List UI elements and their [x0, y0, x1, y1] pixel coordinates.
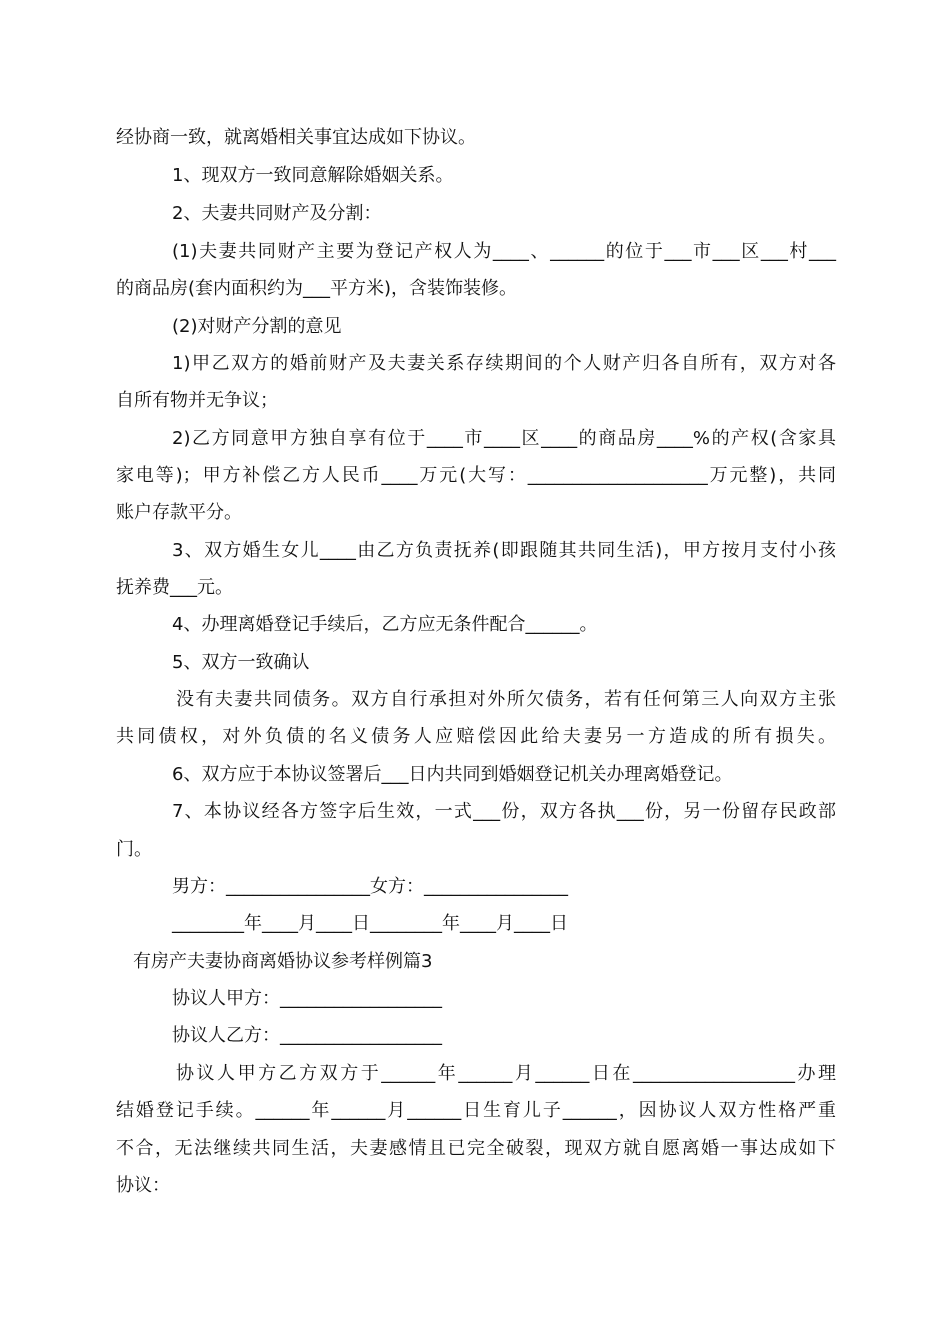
text-line: 家电等)；甲方补偿乙方人民币____万元(大写：____________________万元整)，共同: [116, 465, 836, 486]
party-a-field: 协议人甲方：__________________: [172, 988, 442, 1009]
text-line: 抚养费___元。: [116, 577, 233, 598]
text-line: 账户存款平分。: [116, 502, 242, 523]
text-line: 的商品房(套内面积约为___平方米)，含装饰装修。: [116, 278, 518, 299]
clause-2-1: (1)夫妻共同财产主要为登记产权人为____、______的位于___市___区___村___: [172, 241, 836, 262]
text-line: 结婚登记手续。______年______月______日生育儿子______，因协议人双方性格严重: [116, 1100, 836, 1121]
clause-1: 1、现双方一致同意解除婚姻关系。: [172, 165, 454, 186]
signature-line: 男方：________________女方：________________: [172, 876, 568, 897]
clause-3: 3、双方婚生女儿____由乙方负责抚养(即跟随其共同生活)，甲方按月支付小孩: [172, 540, 836, 561]
preamble: 协议人甲方乙方双方于______年______月______日在__________________办理: [176, 1063, 836, 1084]
clause-4: 4、办理离婚登记手续后，乙方应无条件配合______。: [172, 614, 598, 635]
text-line: 协议：: [116, 1175, 170, 1196]
text-line: 共同债权，对外负债的名义债务人应赔偿因此给夫妻另一方造成的所有损失。: [116, 726, 836, 747]
clause-7: 7、本协议经各方签字后生效，一式___份，双方各执___份，另一份留存民政部: [172, 801, 836, 822]
text-line: 经协商一致，就离婚相关事宜达成如下协议。: [116, 127, 476, 148]
section-title: 有房产夫妻协商离婚协议参考样例篇3: [133, 951, 433, 972]
text-line: 自所有物并无争议；: [116, 390, 278, 411]
clause-2-2-heading: (2)对财产分割的意见: [172, 316, 342, 337]
text-line: 不合，无法继续共同生活，夫妻感情且已完全破裂，现双方就自愿离婚一事达成如下: [116, 1138, 836, 1159]
clause-2-2-2: 2)乙方同意甲方独自享有位于____市____区____的商品房____%的产权(含家具: [172, 428, 836, 449]
clause-6: 6、双方应于本协议签署后___日内共同到婚姻登记机关办理离婚登记。: [172, 764, 733, 785]
text-line: 门。: [116, 839, 152, 860]
date-line: ________年____月____日________年____月____日: [172, 913, 568, 934]
clause-2-heading: 2、夫妻共同财产及分割：: [172, 203, 382, 224]
clause-5-body: 没有夫妻共同债务。双方自行承担对外所欠债务，若有任何第三人向双方主张: [176, 689, 836, 710]
clause-2-2-1: 1)甲乙双方的婚前财产及夫妻关系存续期间的个人财产归各自所有，双方对各: [172, 353, 836, 374]
clause-5: 5、双方一致确认: [172, 652, 310, 673]
party-b-field: 协议人乙方：__________________: [172, 1025, 442, 1046]
